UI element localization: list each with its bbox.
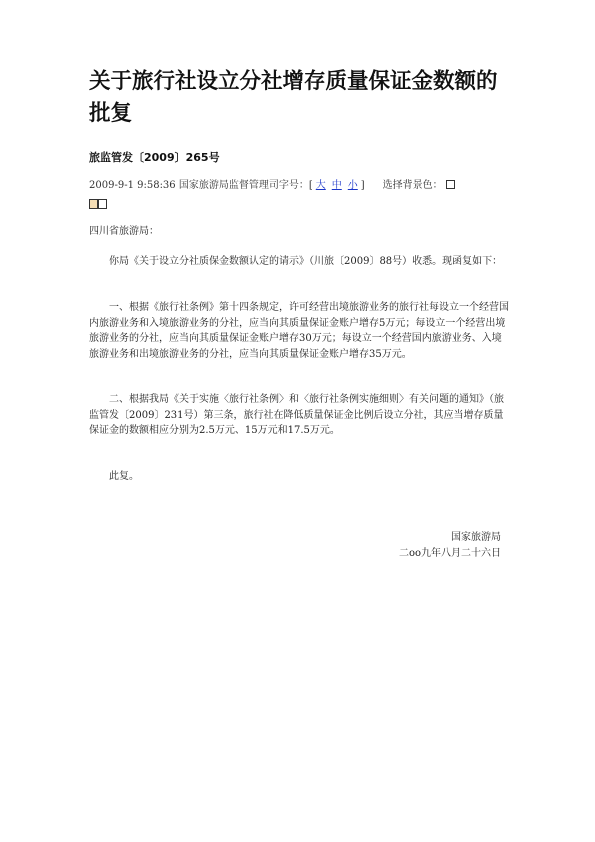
salutation: 四川省旅游局： xyxy=(89,226,159,237)
meta-bar xyxy=(89,179,519,193)
background-plain-option[interactable] xyxy=(98,199,107,209)
font-size-large-link[interactable]: 大 xyxy=(315,180,326,191)
page-title: 关于旅行社设立分社增存质量保证金数额的批复 xyxy=(89,69,498,126)
bracket-close: ] xyxy=(360,180,365,191)
background-white-option[interactable] xyxy=(446,180,455,189)
document-number: 旅监管发〔2009〕265号 xyxy=(89,151,220,164)
paragraph-2: 一、根据《旅行社条例》第十四条规定，许可经营出境旅游业务的旅行社每设立一个经营国内旅游业务和入境旅游业务的分社，应当向其质量保证金账户增存5万元；每设立一个经营出境旅游业务的分社，应当向其质量保证金账户增存30万元；每设立一个经营国内旅游业务、入境旅游业务和出境旅游业务的分社，应当向其质量保证金账户增存35万元。 xyxy=(89,302,509,360)
closing-text: 此复。 xyxy=(109,471,139,482)
source-label: 国家旅游局监督管理司 xyxy=(178,180,279,191)
paragraph-1: 你局《关于设立分社质保金数额认定的请示》（川旅〔2009〕88号）收悉。现函复如下： xyxy=(109,256,503,267)
font-size-label: 字号： xyxy=(278,180,309,191)
paragraph-3: 二、根据我局《关于实施〈旅行社条例〉和〈旅行社条例实施细则〉有关问题的通知》（旅监管发〔2009〕231号）第三条，旅行社在降低质量保证金比例后设立分社，其应当增存质量保证金的数额相应分别为2.5万元、15万元和17.5万元。 xyxy=(89,394,504,436)
font-size-small-link[interactable]: 小 xyxy=(347,180,358,191)
bracket-open: [ xyxy=(308,180,313,191)
font-size-medium-link[interactable]: 中 xyxy=(331,180,342,191)
publish-timestamp: 2009-9-1 9:58:36 xyxy=(89,180,176,191)
background-beige-option[interactable] xyxy=(89,199,98,209)
signature-date: 二oo九年八月二十六日 xyxy=(398,548,501,559)
background-color-label: 选择背景色： xyxy=(382,180,443,191)
signature-org: 国家旅游局 xyxy=(451,532,501,543)
